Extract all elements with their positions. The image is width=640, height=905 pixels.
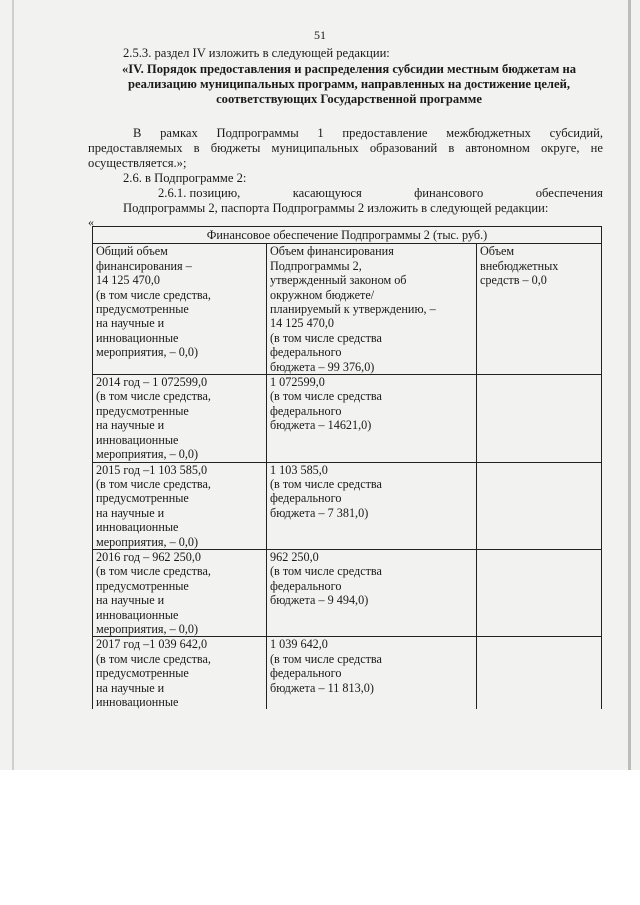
table-row [93, 637, 602, 710]
item-2-6-1-rest: Подпрограммы 2, паспорта Подпрограммы 2 изложить в следующей редакции: [123, 201, 549, 215]
item-2-6-1-first-line [88, 186, 603, 201]
table-cell-extrabudget [477, 375, 602, 462]
page-number: 51 [314, 28, 326, 42]
table-cell-year: 2014 год – 1 072599,0 (в том числе средства, предусмотренные на научные и инновационные мероприятия, – 0,0) [93, 375, 267, 462]
table-header: Финансовое обеспечение Подпрограммы 2 (тыс. руб.) [93, 227, 602, 244]
table-cell-year: 2017 год –1 039 642,0 (в том числе средства, предусмотренные на научные и инновационные [93, 637, 267, 710]
quote-open: « [88, 215, 94, 229]
table-row [93, 462, 602, 549]
table-cell-budget: 1 103 585,0 (в том числе средства федерального бюджета – 7 381,0) [267, 462, 477, 549]
table-row [93, 244, 602, 375]
section-heading: «IV. Порядок предоставления и распределения субсидии местным бюджетам на реализацию муниципальных программ, направленных на достижение целей, соответствующих Государственной программе [121, 62, 577, 106]
table-cell-budget: 962 250,0 (в том числе средства федерального бюджета – 9 494,0) [267, 549, 477, 636]
financing-table [92, 226, 602, 709]
scan-edge-left [12, 0, 14, 770]
table-row [93, 549, 602, 636]
table-header-row [93, 227, 602, 244]
paragraph-subsidies: В рамках Подпрограммы 1 предоставление межбюджетных субсидий, предоставляемых в бюджеты муниципальных образований в автономном округе, не осуществляется.»; [88, 126, 603, 170]
item-2-6-1 [88, 186, 603, 216]
table-cell-year: 2015 год –1 103 585,0 (в том числе средства, предусмотренные на научные и инновационные мероприятия, – 0,0) [93, 462, 267, 549]
table-cell-extrabudget: Объем внебюджетных средств – 0,0 [477, 244, 602, 375]
item-2-6-1-word: касающуюся [292, 186, 362, 200]
table-cell-budget: 1 072599,0 (в том числе средства федерального бюджета – 14621,0) [267, 375, 477, 462]
table-cell-total: Общий объем финансирования – 14 125 470,0 (в том числе средства, предусмотренные на научные и инновационные мероприятия, – 0,0) [93, 244, 267, 375]
table-cell-extrabudget [477, 549, 602, 636]
scan-edge-right [628, 0, 631, 770]
item-2-6-1-word: 2.6.1. позицию, [158, 186, 241, 200]
table-cell-year: 2016 год – 962 250,0 (в том числе средства, предусмотренные на научные и инновационные мероприятия, – 0,0) [93, 549, 267, 636]
table-row [93, 375, 602, 462]
table-cell-extrabudget [477, 462, 602, 549]
table-cell-budget: Объем финансирования Подпрограммы 2, утвержденный законом об окружном бюджете/ планируемый к утверждению, – 14 125 470,0 (в том числе средства федерального бюджета – 99 376,0) [267, 244, 477, 375]
item-2-6: 2.6. в Подпрограмме 2: [123, 171, 247, 185]
section-intro: 2.5.3. раздел IV изложить в следующей редакции: [123, 46, 390, 60]
table-cell-extrabudget [477, 637, 602, 710]
item-2-6-1-word: обеспечения [535, 186, 603, 200]
item-2-6-1-word: финансового [414, 186, 484, 200]
table-cell-budget: 1 039 642,0 (в том числе средства федерального бюджета – 11 813,0) [267, 637, 477, 710]
